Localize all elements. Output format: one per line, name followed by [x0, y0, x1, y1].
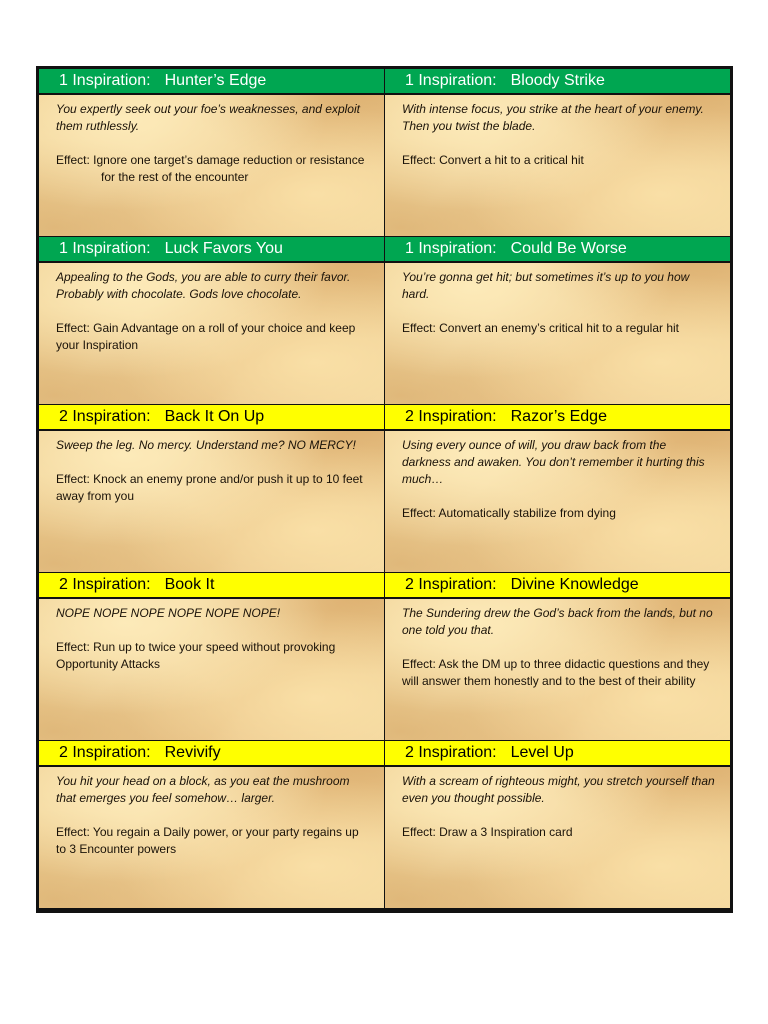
card-effect-text: Effect: Ignore one target’s damage reduction or resistance for the rest of the encounter — [56, 153, 365, 184]
card-body — [39, 431, 384, 505]
card-cost: 1 Inspiration: — [405, 72, 497, 89]
card-cost: 2 Inspiration: — [59, 408, 151, 425]
card-body — [385, 263, 730, 337]
card-title: Back It On Up — [164, 408, 265, 425]
card-title: Book It — [164, 576, 215, 593]
card-flavor-text: With intense focus, you strike at the heart of your enemy. Then you twist the blade. — [402, 102, 704, 133]
card-header — [385, 741, 730, 767]
card-flavor-text: With a scream of righteous might, you stretch yourself than even you thought possible. — [402, 774, 715, 805]
card-body — [39, 599, 384, 673]
card-header — [39, 741, 384, 767]
card-body — [385, 599, 730, 690]
card-title: Divine Knowledge — [510, 576, 639, 593]
card-body — [385, 95, 730, 169]
card-effect-text: Effect: You regain a Daily power, or your party regains up to 3 Encounter powers — [56, 825, 359, 856]
card-cost: 2 Inspiration: — [59, 744, 151, 761]
card-body — [39, 95, 384, 186]
card-title: Revivify — [164, 744, 221, 761]
card-effect-text: Effect: Draw a 3 Inspiration card — [402, 825, 573, 839]
card-cost: 1 Inspiration: — [405, 240, 497, 257]
card-cost: 1 Inspiration: — [59, 240, 151, 257]
card-header — [385, 573, 730, 599]
card-body — [385, 767, 730, 841]
card-cost: 2 Inspiration: — [405, 576, 497, 593]
card-flavor-text: Appealing to the Gods, you are able to curry their favor. Probably with chocolate. Gods love chocolate. — [56, 270, 351, 301]
card-title: Razor’s Edge — [510, 408, 607, 425]
card-book-it — [39, 573, 384, 740]
card-header — [39, 573, 384, 599]
card-sheet — [36, 66, 733, 913]
card-effect-text: Effect: Convert a hit to a critical hit — [402, 153, 584, 167]
card-cost: 2 Inspiration: — [59, 576, 151, 593]
card-cost: 2 Inspiration: — [405, 744, 497, 761]
card-flavor-text: You hit your head on a block, as you eat the mushroom that emerges you feel somehow… larger. — [56, 774, 350, 805]
card-header — [385, 405, 730, 431]
card-header — [39, 69, 384, 95]
card-hunters-edge — [39, 69, 384, 236]
card-flavor-text: Using every ounce of will, you draw back from the darkness and awaken. You don’t remember it hurting this much… — [402, 438, 705, 486]
card-body — [39, 263, 384, 354]
card-flavor-text: NOPE NOPE NOPE NOPE NOPE NOPE! — [56, 606, 281, 620]
card-cost: 2 Inspiration: — [405, 408, 497, 425]
card-could-be-worse — [385, 237, 730, 404]
card-back-it-on-up — [39, 405, 384, 572]
card-flavor-text: You’re gonna get hit; but sometimes it’s up to you how hard. — [402, 270, 690, 301]
card-flavor-text: You expertly seek out your foe’s weaknesses, and exploit them ruthlessly. — [56, 102, 360, 133]
card-header — [39, 405, 384, 431]
card-header — [385, 237, 730, 263]
card-bloody-strike — [385, 69, 730, 236]
card-flavor-text: The Sundering drew the God’s back from the lands, but no one told you that. — [402, 606, 713, 637]
card-effect-text: Effect: Convert an enemy’s critical hit to a regular hit — [402, 321, 680, 335]
card-title: Could Be Worse — [510, 240, 627, 257]
card-level-up — [385, 741, 730, 908]
card-effect-text: Effect: Knock an enemy prone and/or push it up to 10 feet away from you — [56, 472, 363, 503]
card-header — [39, 237, 384, 263]
card-flavor-text: Sweep the leg. No mercy. Understand me? NO MERCY! — [56, 438, 356, 452]
card-divine-knowledge — [385, 573, 730, 740]
card-effect-text: Effect: Run up to twice your speed without provoking Opportunity Attacks — [56, 640, 336, 671]
card-body — [385, 431, 730, 522]
card-luck-favors-you — [39, 237, 384, 404]
card-effect-text: Effect: Automatically stabilize from dying — [402, 506, 616, 520]
card-title: Luck Favors You — [164, 240, 283, 257]
card-title: Level Up — [510, 744, 574, 761]
card-razors-edge — [385, 405, 730, 572]
card-revivify — [39, 741, 384, 908]
card-title: Bloody Strike — [510, 72, 605, 89]
card-body — [39, 767, 384, 858]
card-cost: 1 Inspiration: — [59, 72, 151, 89]
card-header — [385, 69, 730, 95]
card-title: Hunter’s Edge — [164, 72, 267, 89]
card-effect-text: Effect: Gain Advantage on a roll of your choice and keep your Inspiration — [56, 321, 356, 352]
card-effect-text: Effect: Ask the DM up to three didactic questions and they will answer them honestly and to the best of their ability — [402, 657, 710, 688]
